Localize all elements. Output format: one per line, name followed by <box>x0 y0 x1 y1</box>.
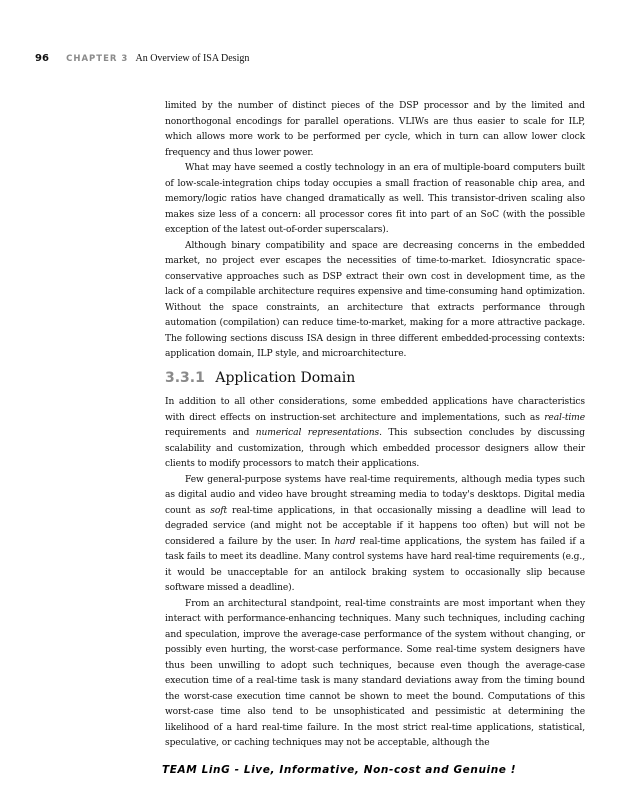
paragraph <box>165 395 585 473</box>
paragraph: From an architectural standpoint, real-time constraints are most important when they interact with performance-enhancing techniques. Many such techniques, including caching and speculation, improve the average-case performance of the system without changing, or possibly even hurting, the worst-case performance. Some real-time system designers have thus been unwilling to adopt such techniques, because even though the average-case execution time of a real-time task is many standard deviations away from the timing bound the worst-case execution time cannot be shown to meet the bound. Computations of this worst-case time also tend to be unsophisticated and pessimistic at determining the likelihood of a hard real-time failure. In the most strict real-time applications, statistical, speculative, or caching techniques may not be acceptable, although the <box>165 598 585 748</box>
section-heading <box>165 370 355 386</box>
paragraph: Although binary compatibility and space are decreasing concerns in the embedded market, no project ever escapes the necessities of time-to-market. Idiosyncratic space-conservative approaches such as DSP extract their own cost in development time, as the lack of a compilable architecture requires expensive and time-consuming hand optimization. Without the space constraints, an architecture that extracts performance through automation (compilation) can reduce time-to-market, making for a more attractive package. The following sections discuss ISA design in three different embedded-processing contexts: application domain, ILP style, and microarchitecture. <box>165 240 585 359</box>
text-run: In addition to all other considerations, some embedded applications have characteristics with direct effects on instruction-set architecture and implementations, such as <box>165 397 585 423</box>
running-head <box>35 53 249 64</box>
emphasis: numerical representations <box>255 428 380 438</box>
section-number: 3.3.1 <box>165 370 205 386</box>
text-run: requirements and <box>165 428 256 438</box>
text-run: real-time applications, the system has failed if a task fails to meet its deadline. Many control systems have hard real-time requirements (e.g., it would be unacceptable for an antilock braking system to occasionally slip because software missed a deadline). <box>165 536 586 593</box>
text-run: . This subsection concludes by discussing scalability and customization, through which embedded processor designers allow their clients to modify processors to match their applications. <box>165 428 585 469</box>
body-text-section <box>165 395 585 752</box>
paragraph <box>165 473 585 597</box>
chapter-label: CHAPTER 3 <box>66 54 129 64</box>
emphasis: hard <box>334 536 356 547</box>
text-run: real-time applications, in that occasionally missing a deadline will lead to degraded service (and might not be acceptable if it happens too often) but will not be considered a failure by the user. In <box>165 505 585 547</box>
body-text-top <box>165 99 585 363</box>
page-number: 96 <box>35 53 49 64</box>
chapter-title: An Overview of ISA Design <box>135 53 250 64</box>
paragraph: limited by the number of distinct pieces of the DSP processor and by the limited and nonorthogonal encodings for parallel operations. VLIWs are thus easier to scale for ILP, which allows more work to be performed per cycle, which in turn can allow lower clock frequency and thus lower power. <box>165 101 585 158</box>
footer-watermark: TEAM LinG - Live, Informative, Non-cost and Genuine ! <box>162 764 517 776</box>
emphasis: soft <box>210 505 228 516</box>
emphasis: real-time <box>544 412 585 423</box>
paragraph: What may have seemed a costly technology in an era of multiple-board computers built of low-scale-integration chips today occupies a small fraction of reasonable chip area, and memory/logic ratios have changed dramatically as well. This transistor-driven scaling also makes size less of a concern: all processor cores fit into part of an SoC (with the possible exception of the latest out-of-order superscalars). <box>165 163 585 235</box>
section-title: Application Domain <box>215 370 356 386</box>
text-run: Few general-purpose systems have real-time requirements, although media types such as digital audio and video have brought streaming media to today's desktops. Digital media count as <box>165 474 585 516</box>
